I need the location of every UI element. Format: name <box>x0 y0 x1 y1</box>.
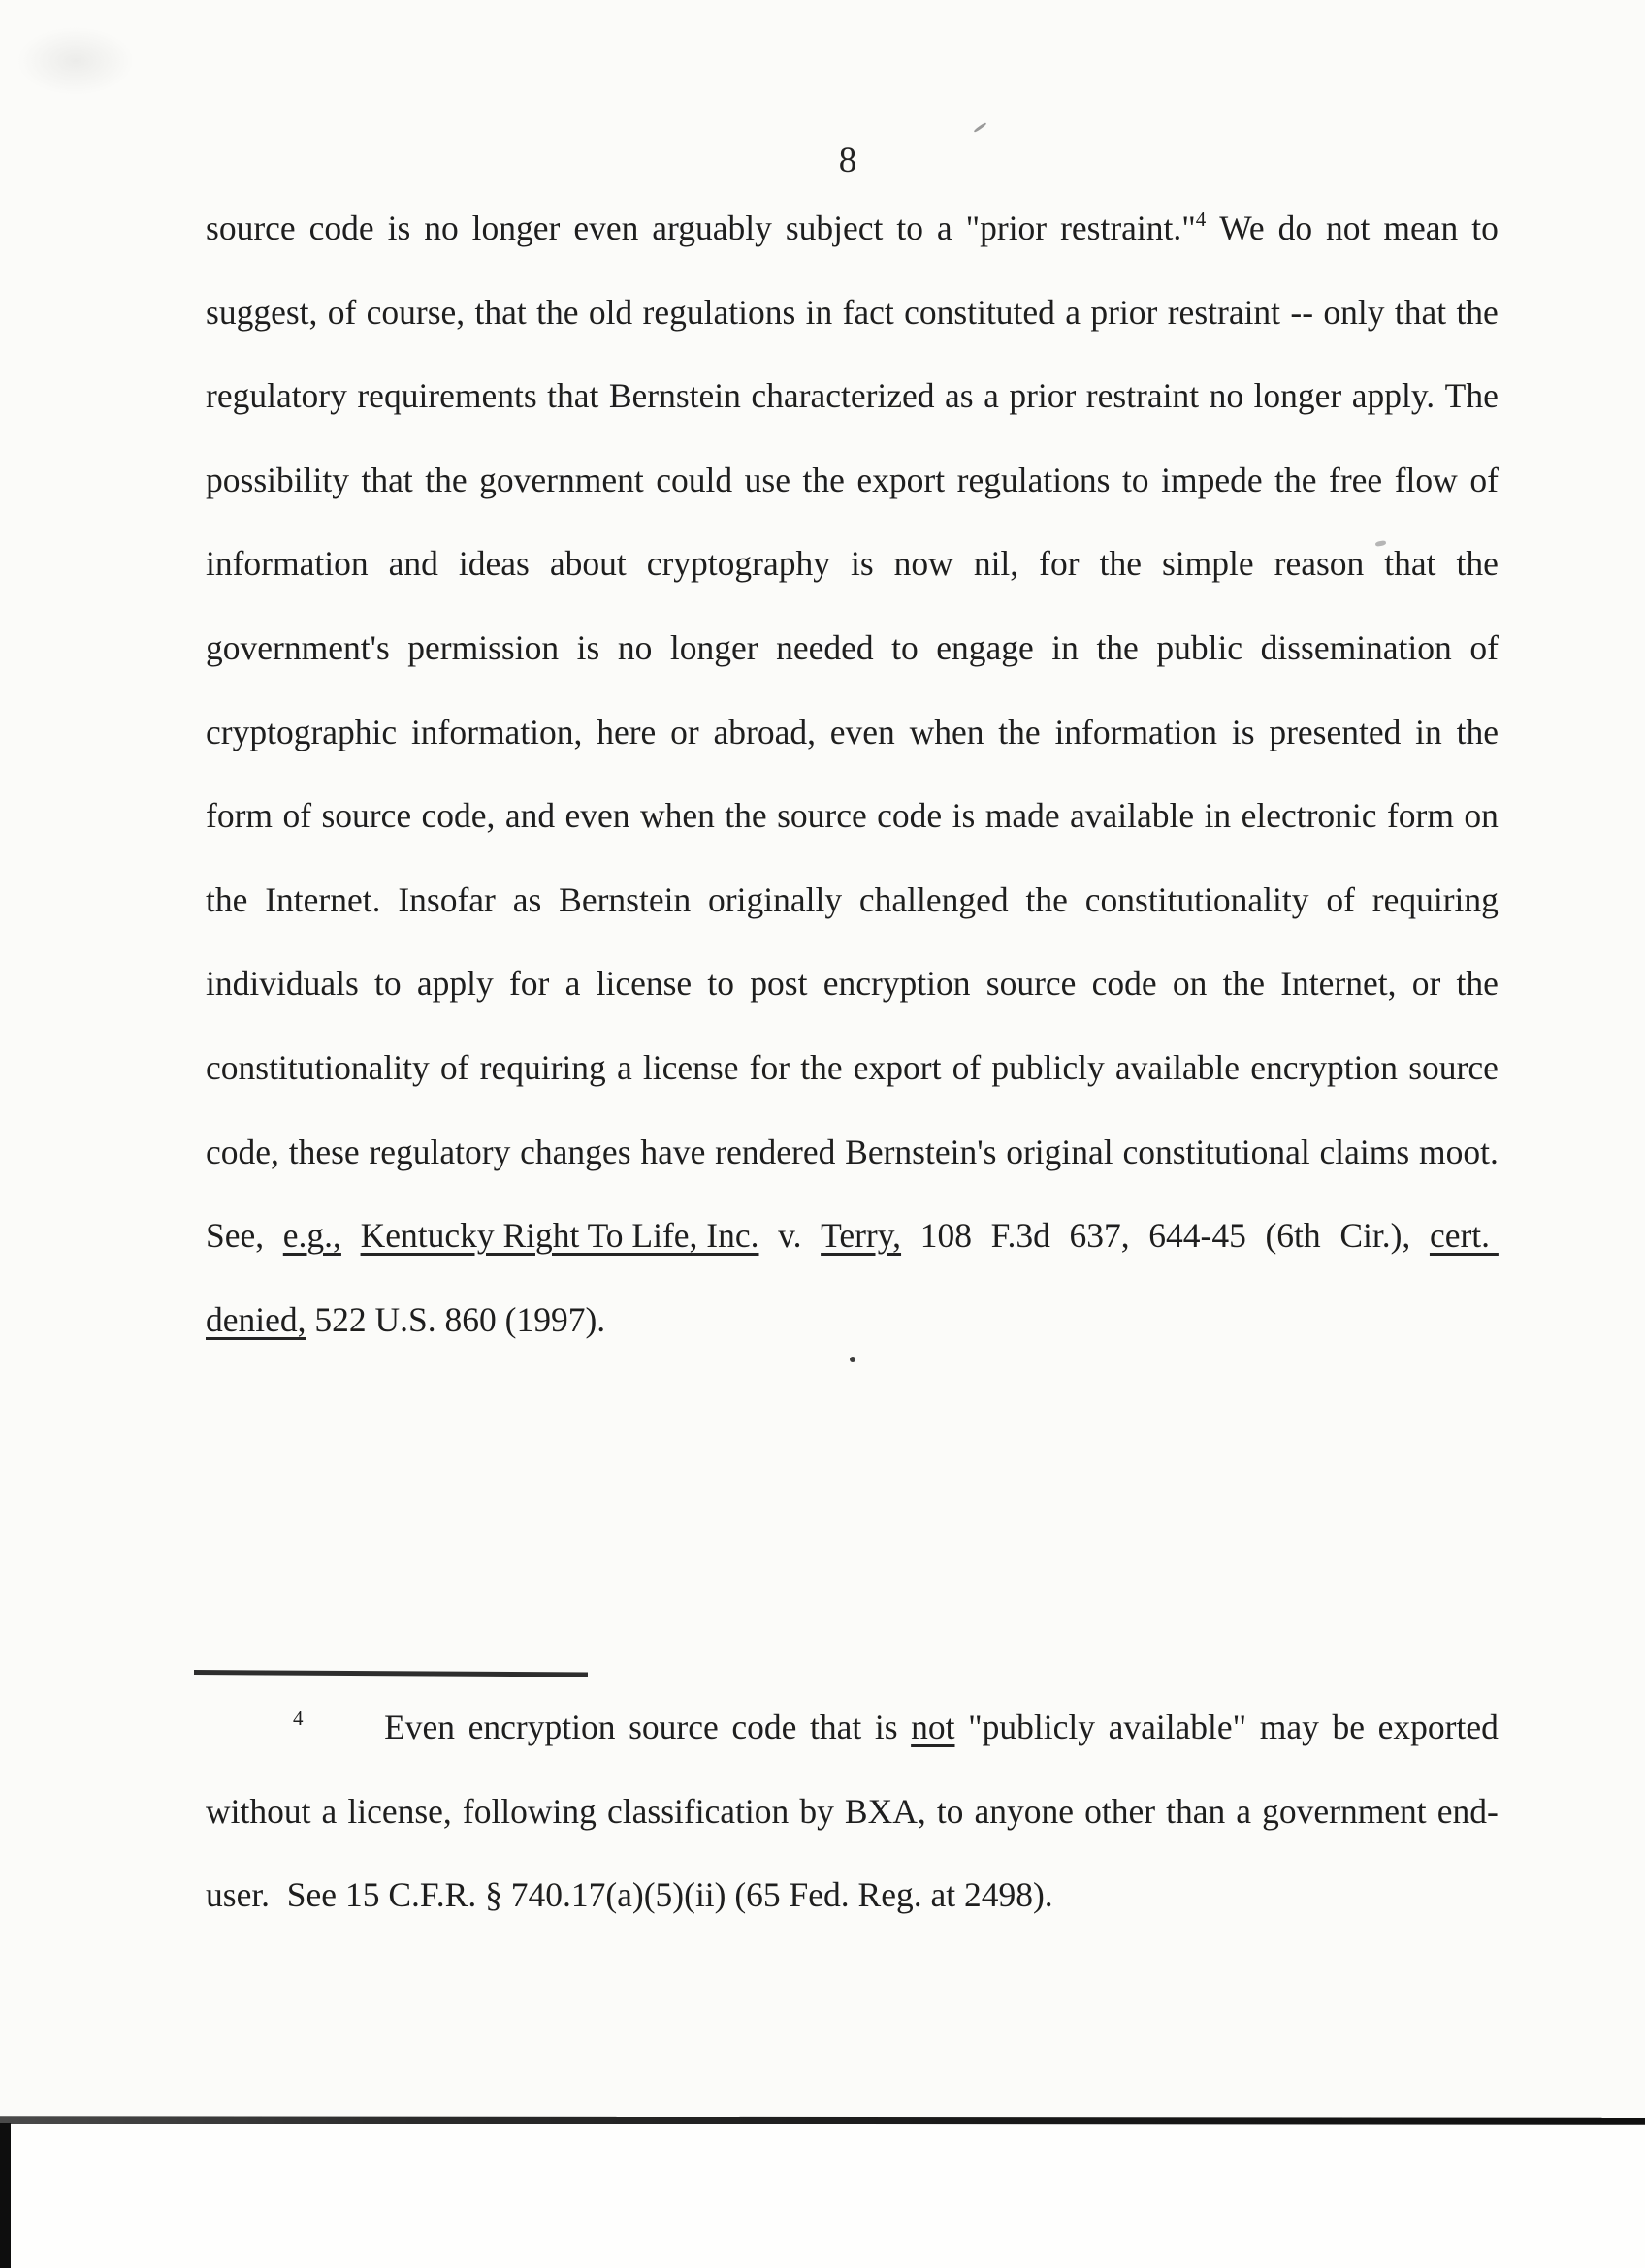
scan-edge-bar <box>0 2123 11 2268</box>
body-text <box>206 175 1499 1350</box>
text-line: government's permission is no longer needed to engage in the public dissemination of <box>206 627 1499 667</box>
text-line: possibility that the government could use the export regulations to impede the free flow of <box>206 460 1499 499</box>
page-number: 8 <box>838 141 857 180</box>
scan-edge-line <box>0 2116 1645 2124</box>
footnote-line: without a license, following classification by BXA, to anyone other than a government end- <box>206 1791 1499 1831</box>
scanner-background-strip <box>0 2124 1645 2268</box>
text-line: constitutionality of requiring a license for the export of publicly available encryption source <box>206 1047 1499 1087</box>
text-line: information and ideas about cryptography is now nil, for the simple reason that the <box>206 544 1499 584</box>
footnote-line: user. See 15 C.F.R. § 740.17(a)(5)(ii) (65 Fed. Reg. at 2498). <box>206 1875 1053 1915</box>
text-line: suggest, of course, that the old regulations in fact constituted a prior restraint -- only that the <box>206 292 1499 332</box>
text-line: regulatory requirements that Bernstein characterized as a prior restraint no longer apply. The <box>206 376 1499 416</box>
text-line: cryptographic information, here or abroad, even when the information is presented in the <box>206 712 1499 751</box>
text-line: code, these regulatory changes have rendered Bernstein's original constitutional claims moot. <box>206 1132 1499 1171</box>
text-line: individuals to apply for a license to post encryption source code on the Internet, or the <box>206 964 1499 1004</box>
scan-speck <box>850 1357 855 1362</box>
footnote <box>206 1674 1499 1926</box>
text-line: form of source code, and even when the source code is made available in electronic form on <box>206 796 1499 836</box>
scan-speck <box>973 122 986 133</box>
footnote-line: 4 Even encryption source code that is not "publicly available" may be exported <box>293 1707 1499 1746</box>
text-line: the Internet. Insofar as Bernstein originally challenged the constitutionality of requiring <box>206 879 1499 919</box>
scan-smudge <box>17 27 134 95</box>
citation-line: See, e.g., Kentucky Right To Life, Inc. v. Terry, 108 F.3d 637, 644-45 (6th Cir.), cert. <box>206 1216 1499 1256</box>
text-line: source code is no longer even arguably subject to a "prior restraint."$^4$ We do not mean to <box>206 208 1499 247</box>
citation-line: denied, 522 U.S. 860 (1997). <box>206 1299 606 1339</box>
